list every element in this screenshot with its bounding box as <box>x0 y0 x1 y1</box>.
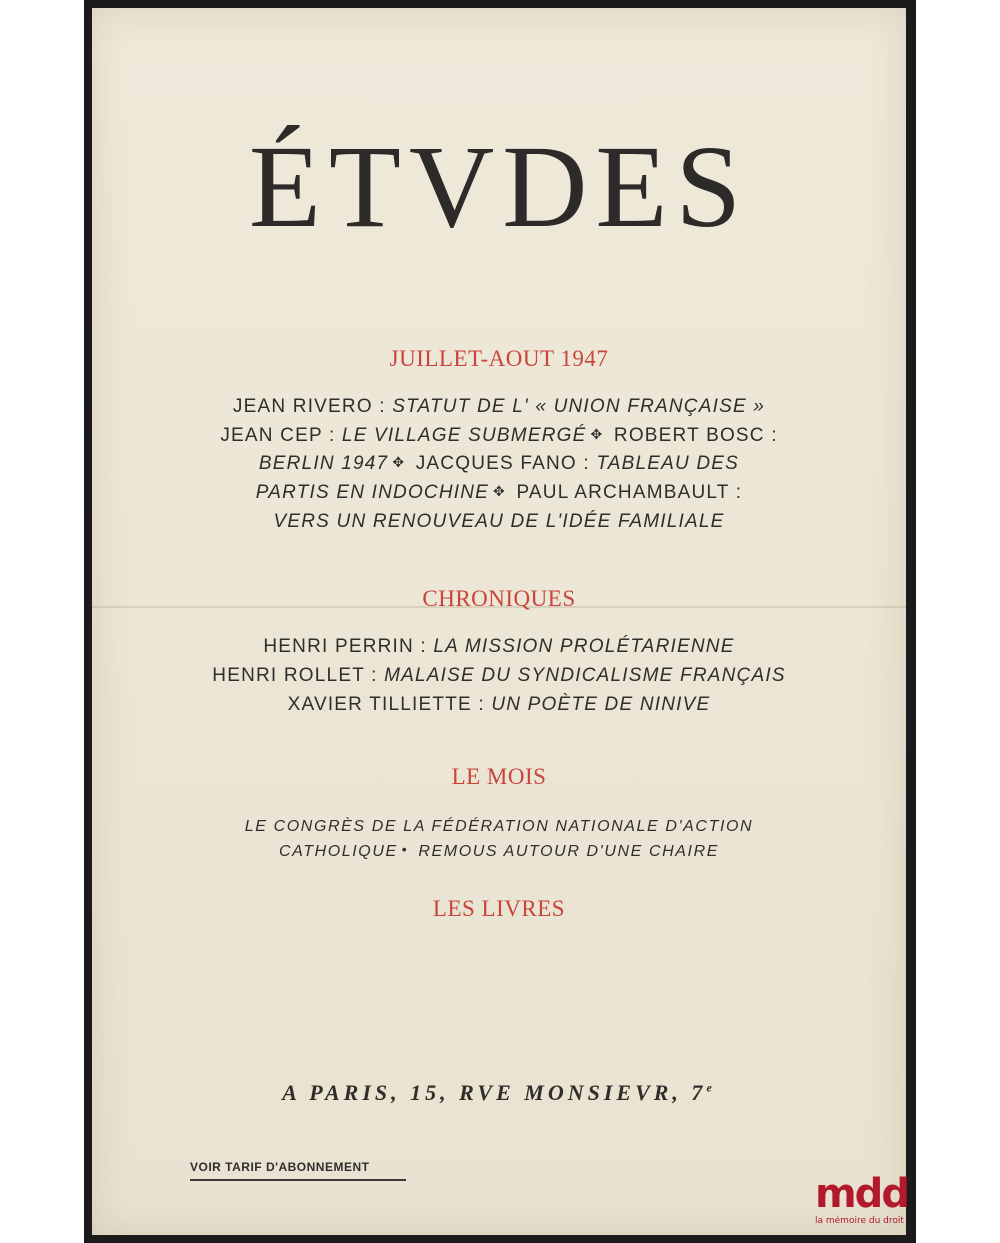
article-line <box>92 425 906 447</box>
le-mois-text: LE CONGRÈS DE LA FÉDÉRATION NATIONALE D'ACTION <box>244 818 754 835</box>
article-author: JEAN CEP : <box>220 425 342 446</box>
article-line <box>92 453 906 475</box>
le-mois-line <box>92 818 906 836</box>
chronique-title: UN POÈTE DE NINIVE <box>491 694 711 715</box>
les-livres-title: LES LIVRES <box>432 896 566 921</box>
ornament-separator: ✥ <box>493 483 506 499</box>
article-title: BERLIN 1947 <box>258 453 389 474</box>
le-mois-text: REMOUS AUTOUR D'UNE CHAIRE <box>412 843 720 860</box>
article-title: TABLEAU DES <box>596 453 740 474</box>
subscription-note: VOIR TARIF D'ABONNEMENT <box>190 1160 370 1174</box>
address-superscript: e <box>706 1080 716 1095</box>
le-mois-line <box>92 843 906 861</box>
article-author: JEAN RIVERO : <box>232 396 393 417</box>
chronique-line <box>92 665 906 687</box>
chronique-author: HENRI ROLLET : <box>212 665 385 686</box>
article-title: LE VILLAGE SUBMERGÉ <box>341 425 587 446</box>
bullet-separator: • <box>401 841 409 857</box>
ornament-separator: ✥ <box>392 454 406 470</box>
article-line <box>92 511 906 533</box>
masthead-title: ÉTVDES <box>248 121 750 252</box>
ornament-separator: ✥ <box>590 426 604 442</box>
le-mois-title: LE MOIS <box>451 764 547 789</box>
underline-rule <box>190 1179 406 1181</box>
article-author: ROBERT BOSC : <box>607 425 778 446</box>
watermark-logo <box>815 1171 925 1240</box>
chronique-title: LA MISSION PROLÉTARIENNE <box>433 636 735 657</box>
publisher-address <box>92 1080 906 1106</box>
article-title: STATUT DE L' « UNION FRANÇAISE » <box>392 396 766 417</box>
chronique-author: HENRI PERRIN : <box>263 636 434 657</box>
chronique-author: XAVIER TILLIETTE : <box>287 694 492 715</box>
article-author: JACQUES FANO : <box>409 453 597 474</box>
le-mois-text: CATHOLIQUE <box>278 843 398 860</box>
article-line <box>92 482 906 504</box>
logo-tagline: la mémoire du droit <box>815 1216 904 1226</box>
address-text: A PARIS, 15, RVE MONSIEVR, 7 <box>282 1080 707 1105</box>
article-title: PARTIS EN INDOCHINE <box>255 482 490 503</box>
article-title: VERS UN RENOUVEAU DE L'IDÉE FAMILIALE <box>273 511 725 532</box>
chronique-line <box>92 694 906 716</box>
chroniques-title: CHRONIQUES <box>422 586 576 611</box>
article-line <box>92 396 906 418</box>
issue-date-title: JUILLET-AOUT 1947 <box>389 346 609 371</box>
article-author: PAUL ARCHAMBAULT : <box>509 482 743 503</box>
logo-mark: mdd <box>815 1171 908 1217</box>
chronique-title: MALAISE DU SYNDICALISME FRANÇAIS <box>384 665 786 686</box>
chronique-line <box>92 636 906 658</box>
